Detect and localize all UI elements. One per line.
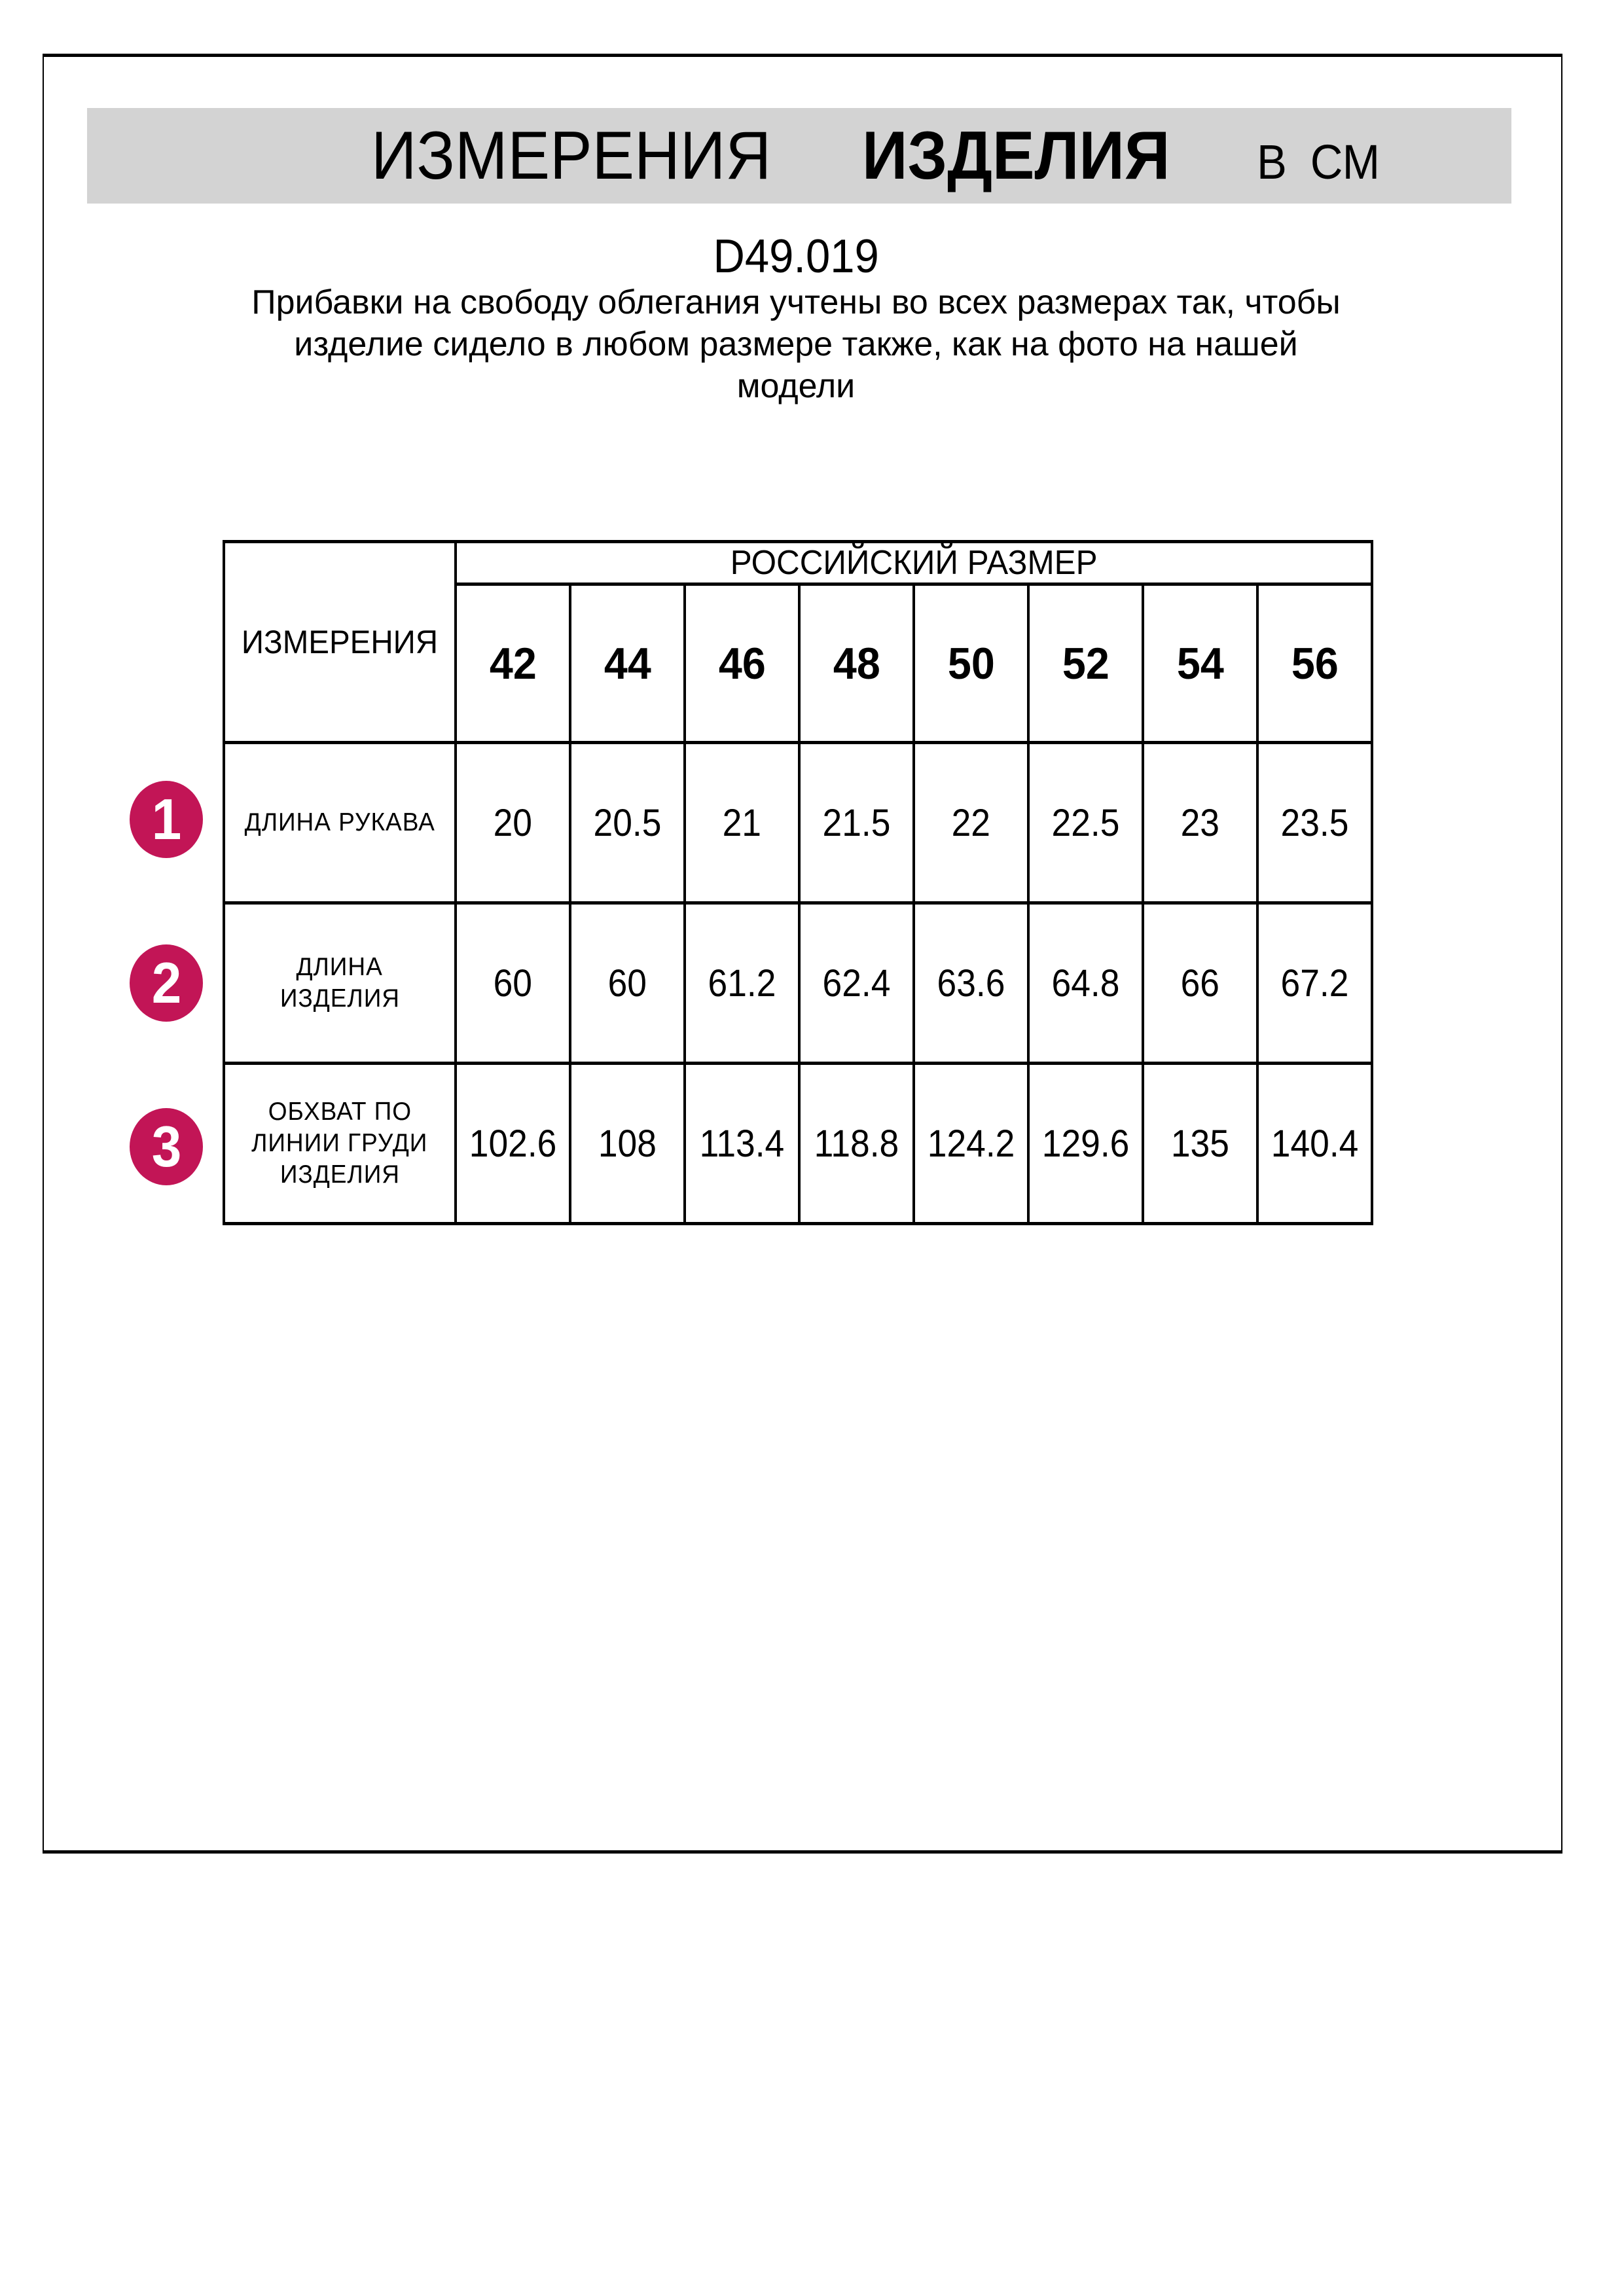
size-column-header: 46 — [685, 584, 799, 743]
value-cell: 113.4 — [685, 1064, 799, 1224]
value-cell: 60 — [456, 903, 570, 1064]
value-cell: 60 — [570, 903, 685, 1064]
row-label-cell — [224, 903, 456, 1064]
row-label-line: ЛИНИИ ГРУДИ — [251, 1129, 428, 1157]
russian-size-header-cell: РОССИЙСКИЙ РАЗМЕР — [456, 542, 1372, 584]
row-label-line: ОБХВАТ ПО — [268, 1098, 412, 1126]
table-row-chest-girth — [224, 1064, 1372, 1224]
value-cell: 66 — [1143, 903, 1257, 1064]
value-cell: 22 — [914, 743, 1028, 903]
value-cell: 102.6 — [456, 1064, 570, 1224]
value-cell: 118.8 — [799, 1064, 914, 1224]
value-cell: 67.2 — [1257, 903, 1372, 1064]
fit-note — [223, 281, 1369, 407]
table-row-sleeve-length — [224, 743, 1372, 903]
size-column-header: 42 — [456, 584, 570, 743]
row-label-line: ДЛИНА РУКАВА — [244, 808, 435, 836]
header-bar — [87, 108, 1511, 204]
size-column-header: 50 — [914, 584, 1028, 743]
value-cell: 129.6 — [1028, 1064, 1143, 1224]
page-title-word-izdeliya: ИЗДЕЛИЯ — [862, 118, 1170, 194]
row-label-line: ИЗДЕЛИЯ — [280, 984, 400, 1013]
row-label-line: ДЛИНА — [296, 953, 384, 981]
value-cell: 108 — [570, 1064, 685, 1224]
table-row-garment-length — [224, 903, 1372, 1064]
value-cell: 64.8 — [1028, 903, 1143, 1064]
value-cell: 140.4 — [1257, 1064, 1372, 1224]
row-label-line: ИЗДЕЛИЯ — [280, 1160, 400, 1189]
row-number-badge-1: 1 — [130, 781, 203, 858]
size-column-header: 48 — [799, 584, 914, 743]
value-cell: 20.5 — [570, 743, 685, 903]
value-cell: 23 — [1143, 743, 1257, 903]
fit-note-line: Прибавки на свободу облегания учтены во всех размерах так, чтобы — [251, 283, 1341, 321]
value-cell: 22.5 — [1028, 743, 1143, 903]
size-table — [223, 540, 1373, 1225]
size-column-header: 52 — [1028, 584, 1143, 743]
row-label-cell — [224, 743, 456, 903]
value-cell: 62.4 — [799, 903, 914, 1064]
fit-note-line: изделие сидело в любом размере также, как на фото на нашей — [294, 325, 1298, 363]
value-cell: 21.5 — [799, 743, 914, 903]
model-number: D49.019 — [713, 230, 879, 283]
row-label-cell — [224, 1064, 456, 1224]
page-title-units: В СМ — [1257, 135, 1380, 189]
fit-note-line: модели — [736, 367, 856, 405]
value-cell: 20 — [456, 743, 570, 903]
value-cell: 61.2 — [685, 903, 799, 1064]
row-number-badge-2: 2 — [130, 944, 203, 1022]
value-cell: 23.5 — [1257, 743, 1372, 903]
size-column-header: 56 — [1257, 584, 1372, 743]
size-column-header: 44 — [570, 584, 685, 743]
measurements-header-cell: ИЗМЕРЕНИЯ — [224, 542, 456, 743]
value-cell: 63.6 — [914, 903, 1028, 1064]
size-column-header: 54 — [1143, 584, 1257, 743]
value-cell: 21 — [685, 743, 799, 903]
value-cell: 124.2 — [914, 1064, 1028, 1224]
value-cell: 135 — [1143, 1064, 1257, 1224]
page-title-word-izmereniya: ИЗМЕРЕНИЯ — [371, 118, 772, 194]
row-number-badge-3: 3 — [130, 1108, 203, 1185]
